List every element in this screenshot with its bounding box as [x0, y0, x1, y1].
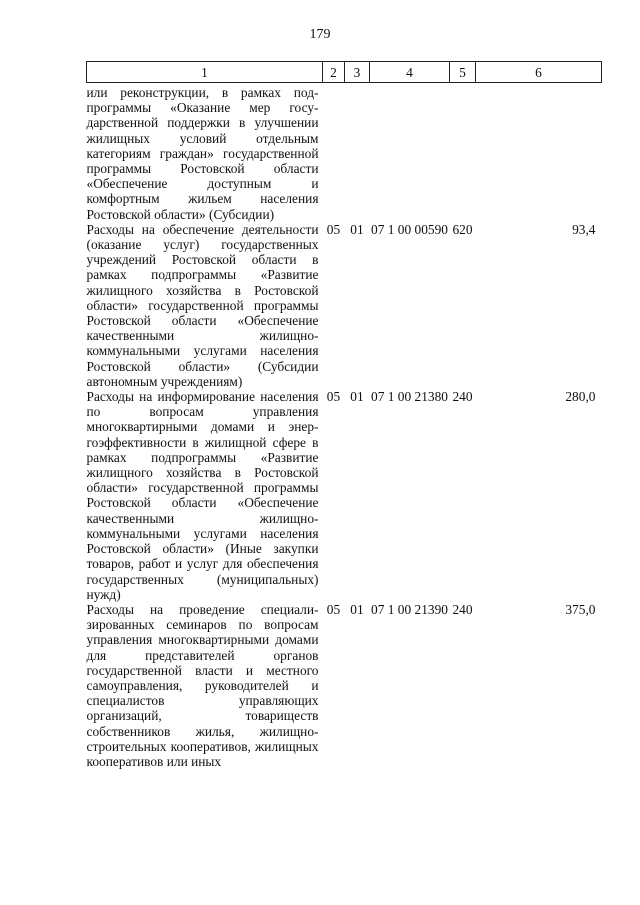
table-row — [87, 389, 602, 602]
table-row — [87, 83, 602, 222]
row-target: 07 1 00 00590 — [371, 221, 448, 237]
row-subsection: 01 — [350, 221, 364, 237]
row-amount — [476, 83, 602, 222]
header-col-1: 1 — [87, 62, 323, 83]
row-expense-type: 620 — [452, 221, 473, 237]
header-col-6: 6 — [476, 62, 602, 83]
header-col-4: 4 — [370, 62, 450, 83]
header-col-3: 3 — [345, 62, 370, 83]
table-row — [87, 602, 602, 769]
row-description: Расходы на проведение специализированных семинаров по вопросам управления многоквартирными домами для представителей органов государственной власти и местного самоуправления, руководителей и специалистов управляющих организаций, товариществ собственников жилья, жилищностроительных кооперативов, жилищных кооперативов или иных — [86, 601, 319, 769]
row-subsection: 01 — [350, 389, 364, 405]
row-subsection — [345, 83, 370, 222]
header-col-5: 5 — [450, 62, 476, 83]
table-row — [87, 222, 602, 389]
row-target: 07 1 00 21380 — [371, 389, 448, 405]
row-section: 05 — [326, 221, 341, 237]
row-description: Расходы на информирование населения по вопросам управления многоквартирными домами и энергоэффективности в жилищной сфере в рамках подпрограммы «Развитие жилищного хозяйства в Ростовской области» государственной программы Ростовской области «Обеспечение качественными жилищно-коммунальными услугами населения Ростовской области» (Иные закупки товаров, работ и услуг для обеспечения государственных (муниципальных) нужд) — [86, 389, 319, 602]
row-amount: 280,0 — [565, 389, 596, 405]
budget-table — [86, 61, 602, 769]
row-amount: 93,4 — [572, 221, 596, 237]
row-amount: 375,0 — [565, 601, 596, 617]
row-description: или реконструкции, в рамках подпрограммы «Оказание мер государственной поддержки в улучшении жилищных условий отдельным категориям граждан» государственной программы Ростовской области «Обеспечение доступным и комфортным жильем населения Ростовской области» (Субсидии) — [86, 85, 319, 222]
table-header-row — [87, 62, 602, 83]
page-number: 179 — [309, 27, 331, 42]
row-description: Расходы на обеспечение деятельности (оказание услуг) государственных учреждений Ростовской области в рамках подпрограммы «Развитие жилищного хозяйства в Ростовской области» государственной программы Ростовской области «Обеспечение качественными жилищно-коммунальными услугами населения Ростовской области» (Субсидии автономным учреждениям) — [86, 221, 319, 389]
row-subsection: 01 — [350, 601, 364, 617]
row-section — [323, 83, 345, 222]
header-col-2: 2 — [323, 62, 345, 83]
row-section: 05 — [326, 389, 341, 405]
row-expense-type: 240 — [452, 601, 473, 617]
row-target: 07 1 00 21390 — [371, 601, 448, 617]
row-expense-type — [450, 83, 476, 222]
row-target — [370, 83, 450, 222]
row-expense-type: 240 — [452, 389, 473, 405]
row-section: 05 — [326, 601, 341, 617]
